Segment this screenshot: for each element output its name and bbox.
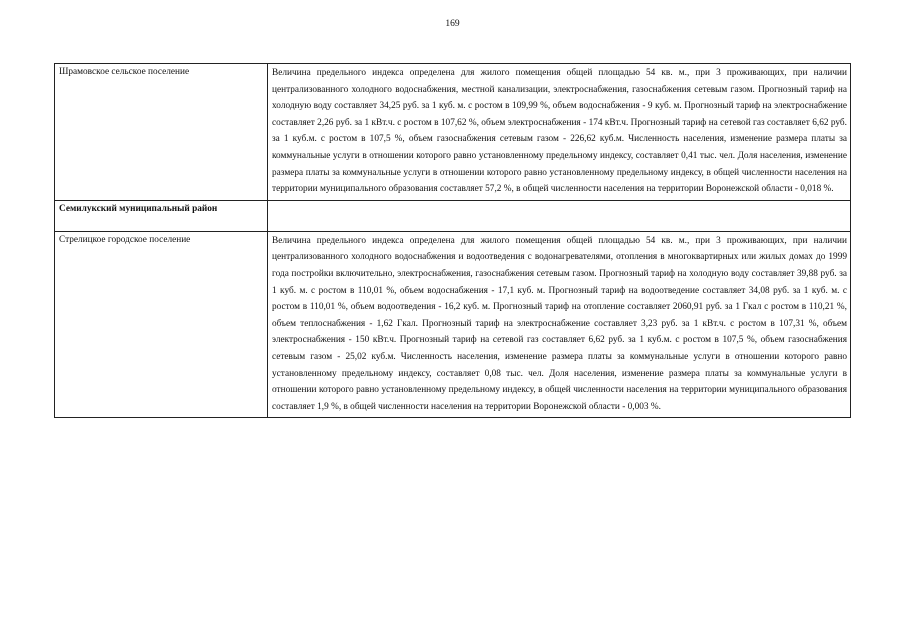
district-name: Семилукский муниципальный район (55, 200, 268, 231)
district-row (55, 200, 851, 231)
tariff-table (54, 63, 851, 418)
settlement-name: Шрамовское сельское поселение (55, 64, 268, 201)
settlement-name: Стрелицкое городское поселение (55, 231, 268, 418)
table-row (55, 64, 851, 201)
settlement-description: Величина предельного индекса определена для жилого помещения общей площадью 54 кв. м., при 3 проживающих, при наличии централизованного холодного водоснабжения и водоотведения с водонагревателями, отопления в многоквартирных или жилых домах до 1999 года постройки включительно, электроснабжения, газоснабжения сетевым газом. Прогнозный тариф на холодную воду составляет 39,88 руб. за 1 куб. м. с ростом в 110,01 %, объем водоснабжения - 17,1 куб. м. Прогнозный тариф на водоотведение составляет 34,08 руб. за 1 куб. м. с ростом в 110,01 %, объем водоотведения - 16,2 куб. м. Прогнозный тариф на отопление составляет 2060,91 руб. за 1 Гкал с ростом в 110,21 %, объем теплоснабжения - 1,62 Гкал. Прогнозный тариф на электроснабжение составляет 3,23 руб. за 1 кВт.ч. с ростом в 107,31 %, объем электроснабжения - 150 кВт.ч. Прогнозный тариф на сетевой газ составляет 6,62 руб. за 1 куб.м. с ростом в 107,5 %, объем газоснабжения сетевым газом - 25,02 куб.м. Численность населения, изменение размера платы за коммунальные услуги в отношении которого равно установленному предельному индексу, составляет 0,08 тыс. чел. Доля населения, изменение размера платы за коммунальные услуги в отношении которого равно установленному предельному индексу, в общей численности населения на территории муниципального образования составляет 1,9 %, в общей численности населения на территории Воронежской области - 0,003 %. (268, 231, 851, 418)
district-description (268, 200, 851, 231)
page-number: 169 (445, 19, 460, 29)
settlement-description: Величина предельного индекса определена для жилого помещения общей площадью 54 кв. м., при 3 проживающих, при наличии централизованного холодного водоснабжения, местной канализации, электроснабжения, газоснабжения сетевым газом. Прогнозный тариф на холодную воду составляет 34,25 руб. за 1 куб. м. с ростом в 109,99 %, объем водоснабжения - 9 куб. м. Прогнозный тариф на электроснабжение составляет 2,26 руб. за 1 кВт.ч. с ростом в 107,62 %, объем электроснабжения - 174 кВт.ч. Прогнозный тариф на сетевой газ составляет 6,62 руб. за 1 куб.м. с ростом в 107,5 %, объем газоснабжения сетевым газом - 226,62 куб.м. Численность населения, изменение размера платы за коммунальные услуги в отношении которого равно установленному предельному индексу, составляет 0,41 тыс. чел. Доля населения, изменение размера платы за коммунальные услуги в отношении которого равно установленному предельному индексу, в общей численности населения на территории муниципального образования составляет 57,2 %, в общей численности населения на территории Воронежской области - 0,018 %. (268, 64, 851, 201)
table-row (55, 231, 851, 418)
